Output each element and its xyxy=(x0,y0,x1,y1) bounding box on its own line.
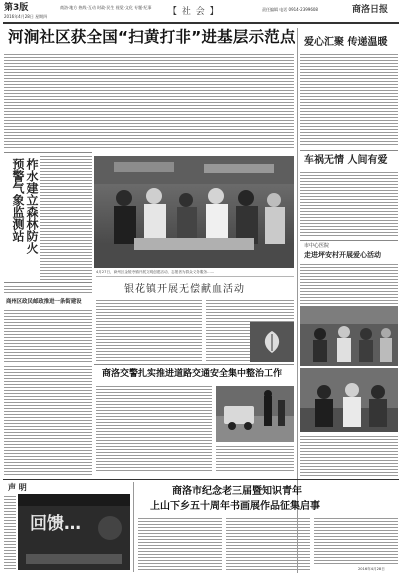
right-story3-kicker: 市中心医院 xyxy=(304,243,330,249)
notice-label: 声 明 xyxy=(8,483,27,492)
event-photo xyxy=(94,156,294,268)
page-number: 第3版 xyxy=(4,3,29,13)
left-lower-text xyxy=(4,366,92,476)
right-story1-headline: 爱心汇聚 传递温暖 xyxy=(304,37,388,48)
nav-items: 商洛·地方 热线·互动 时政·民生 视觉·文化 专题·纪事 xyxy=(60,5,152,10)
right-photo-1 xyxy=(300,306,398,366)
vertical-headline-col1: 柞水建立森林防火 xyxy=(25,158,39,254)
right-story1-body xyxy=(300,54,398,146)
notice-body xyxy=(4,496,16,570)
traffic-body xyxy=(96,386,212,472)
date-line: 2016年4月28日 星期四 xyxy=(4,14,48,19)
ad-text: 回馈… xyxy=(30,514,81,534)
traffic-body-2 xyxy=(216,446,294,472)
vertical-story-text xyxy=(40,156,92,280)
vertical-headline-col2: 预警气象监测站 xyxy=(11,158,25,242)
right-story3-body xyxy=(300,264,398,304)
right-story2-headline: 车祸无情 人间有爱 xyxy=(304,155,388,166)
masthead: 商洛日报 xyxy=(352,5,389,15)
advertisement xyxy=(18,494,130,570)
vertical-headline xyxy=(8,158,38,270)
left-story-top-text xyxy=(4,286,92,294)
traffic-photo xyxy=(216,386,294,442)
bottom-body-2 xyxy=(226,518,310,570)
bottom-body-1 xyxy=(138,518,222,570)
photo-caption-line2 xyxy=(96,276,294,279)
bottom-body-3 xyxy=(314,518,398,564)
photo-caption: 4月27日，商州区金陵寺镇开展文明创建活动，志愿者为群众义务服务…… xyxy=(96,270,215,274)
right-story3-headline: 走进坪安村开展爱心活动 xyxy=(304,251,381,259)
leaf-logo-icon xyxy=(257,328,287,356)
logo-block xyxy=(250,322,294,362)
footer-date: 2016年4月28日 xyxy=(358,567,385,571)
traffic-headline: 商洛交警扎实推进道路交通安全集中整治工作 xyxy=(102,369,283,379)
bottom-headline-line2: 上山下乡五十周年书画展作品征集启事 xyxy=(150,501,320,512)
photo-story-body xyxy=(96,300,202,362)
right-photo-2 xyxy=(300,368,398,432)
section-title: 【 社 会 】 xyxy=(168,7,220,17)
right-story2-body xyxy=(300,172,398,236)
left-story-headline: 商州区政民邮政推进一条街建设 xyxy=(6,299,82,305)
photo-story-headline: 银花镇开展无偿献血活动 xyxy=(124,284,245,295)
bottom-headline-line1: 商洛市纪念老三届暨知识青年 xyxy=(172,486,302,497)
header-rule xyxy=(3,22,399,24)
lead-headline: 河涧社区获全国“扫黄打非”进基层示范点 xyxy=(8,28,296,46)
header-right-info: 责任编辑 电话 0914-2399608 xyxy=(262,7,318,12)
lead-body-text xyxy=(4,54,294,150)
left-story-body xyxy=(4,310,92,362)
right-lower-body xyxy=(300,436,398,476)
